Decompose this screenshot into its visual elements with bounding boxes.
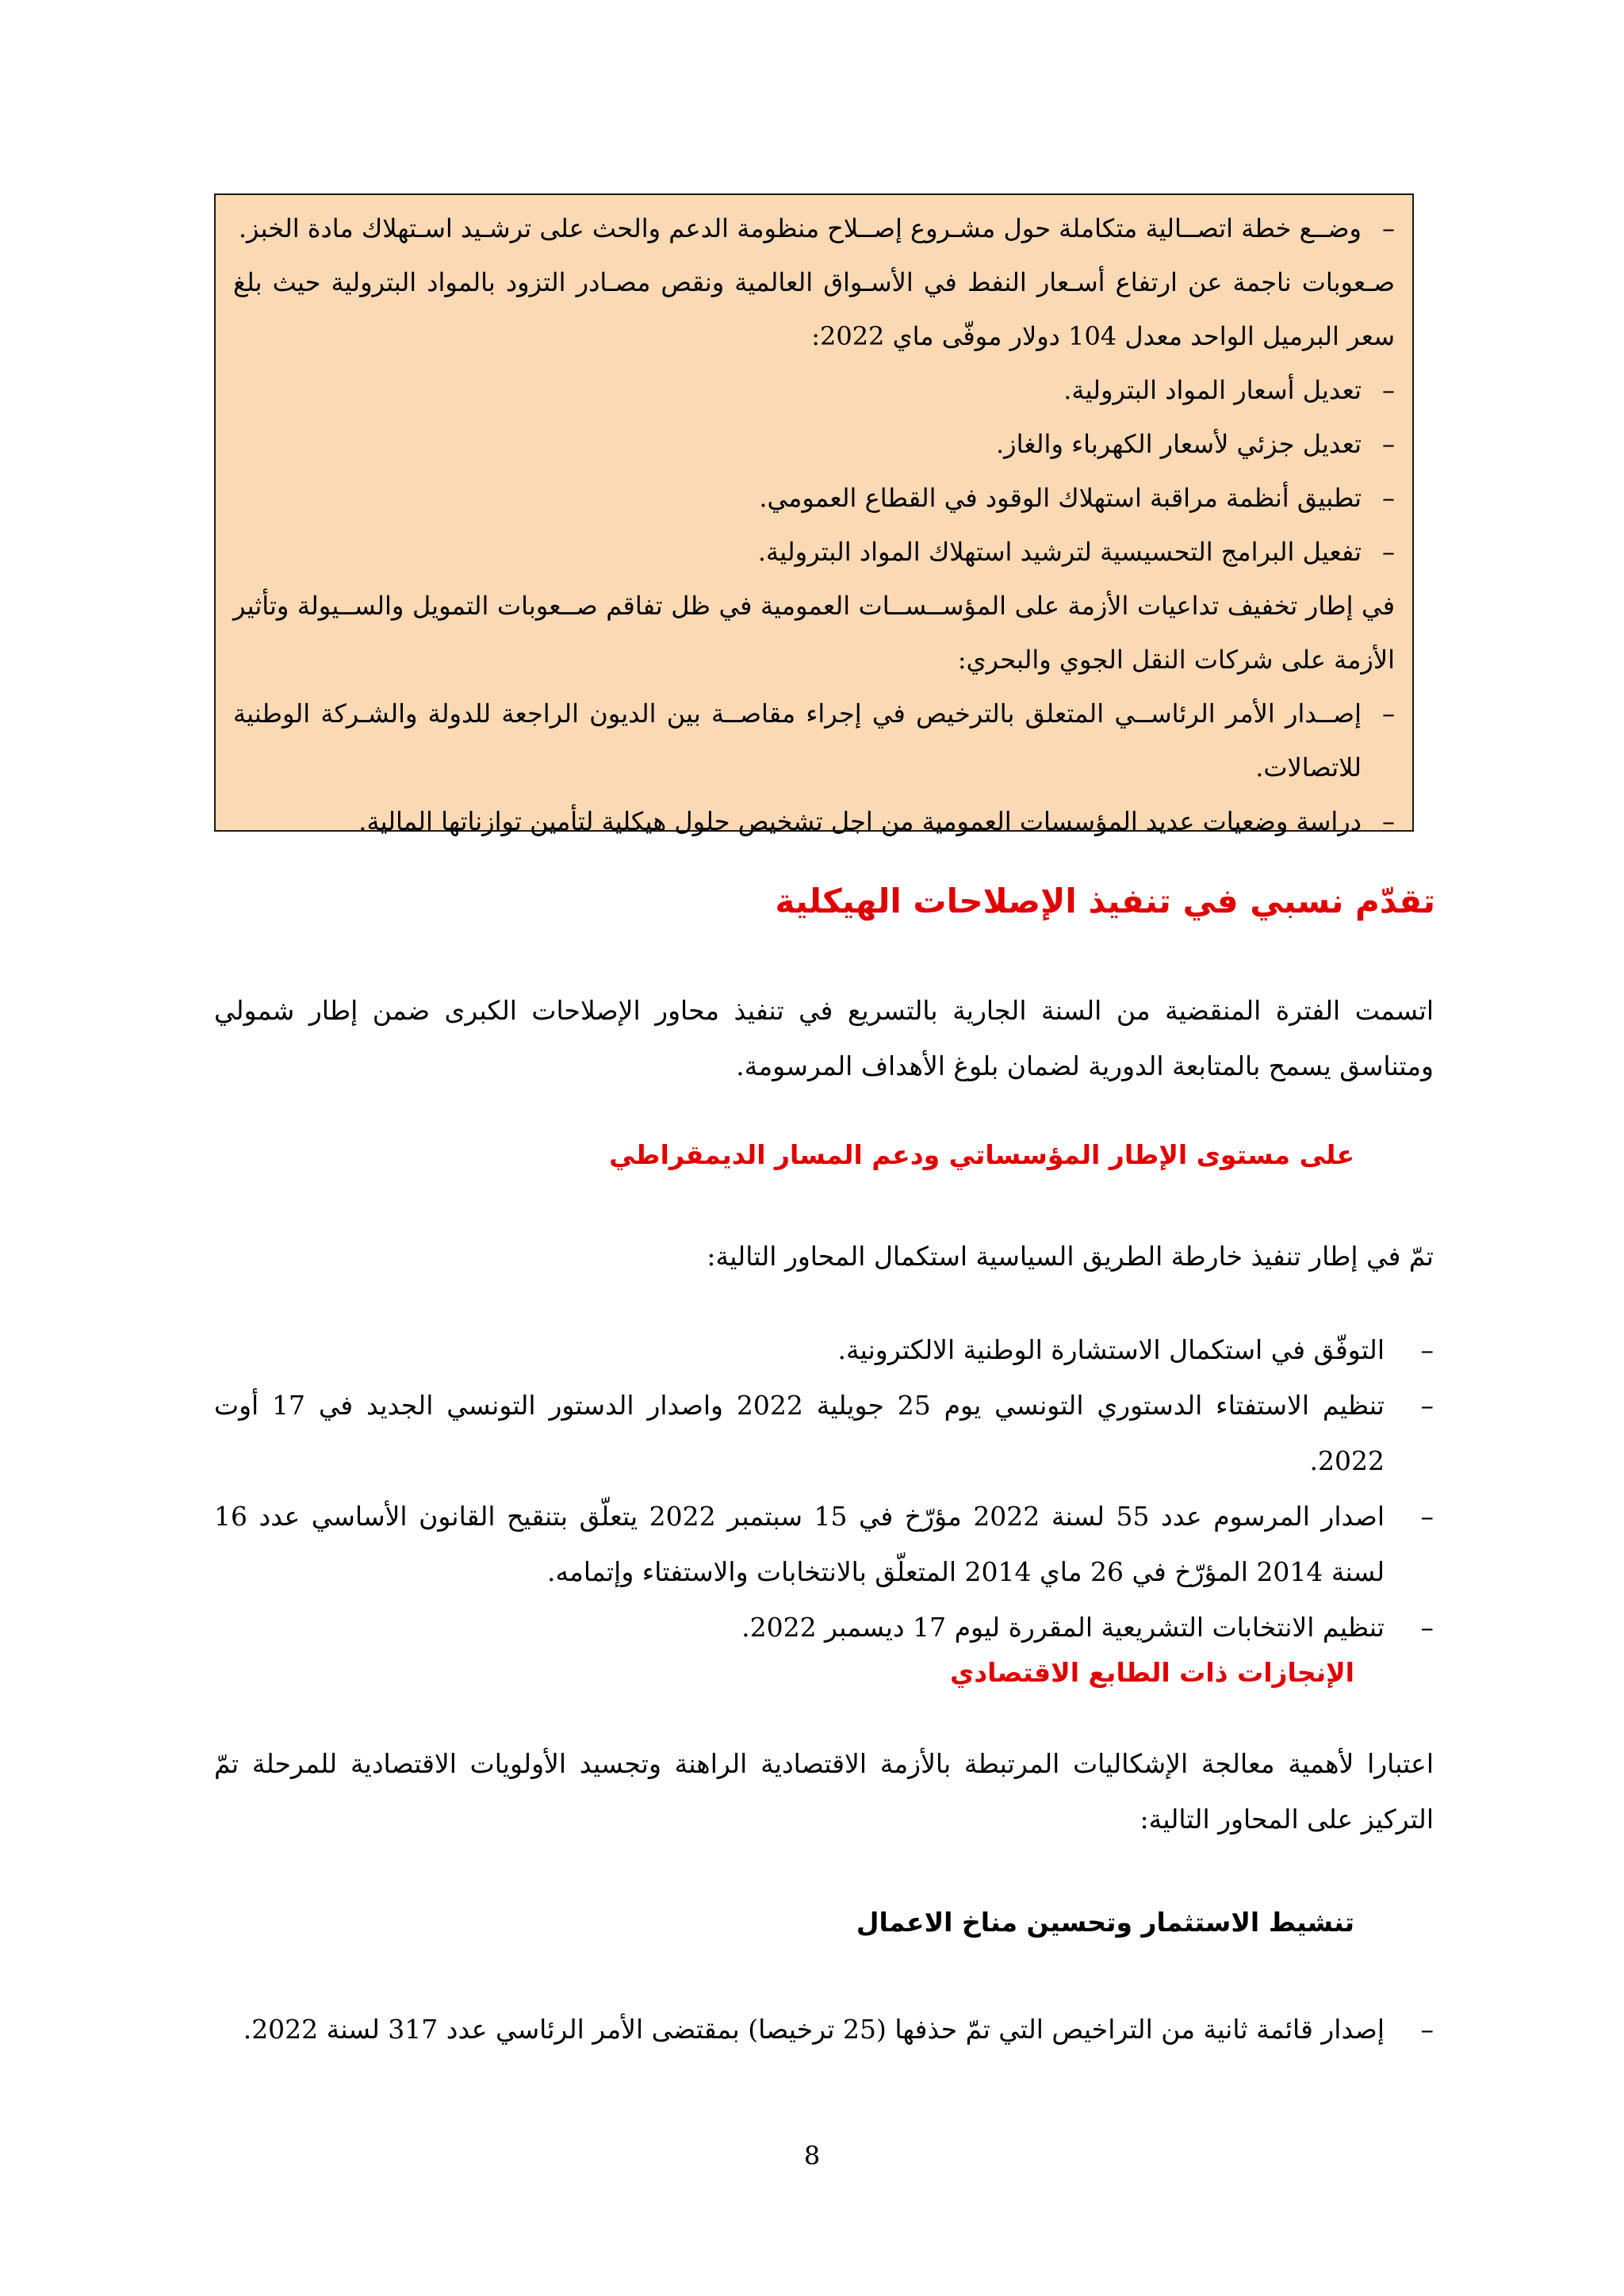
highlighted-box <box>214 193 1414 836</box>
dash-marker: – <box>1420 1334 1434 1365</box>
subsection-heading: تنشيط الاستثمار وتحسين مناخ الاعمال <box>856 1907 1354 1938</box>
box-bullet <box>233 201 1395 255</box>
list-item <box>214 1600 1434 1655</box>
section-paragraph: اتسمت الفترة المنقضية من السنة الجارية بالتسريع في تنفيذ محاور الإصلاحات الكبرى ضمن إطار شمولي ومتناسق يسمح بالمتابعة الدورية لضمان بلوغ الأهداف المرسومة. <box>214 995 1434 1081</box>
subsection-heading: الإنجازات ذات الطابع الاقتصادي <box>949 1657 1354 1688</box>
box-bullet-text: تطبيق أنظمة مراقبة استهلاك الوقود في القطاع العمومي. <box>759 483 1362 513</box>
list-item-text: تنظيم الانتخابات التشريعية المقررة ليوم 17 ديسمبر 2022. <box>741 1612 1385 1643</box>
section-heading: تقدّم نسبي في تنفيذ الإصلاحات الهيكلية <box>775 882 1435 920</box>
dash-marker: – <box>1382 213 1395 243</box>
box-bullet <box>233 471 1395 525</box>
box-bullet <box>233 687 1395 794</box>
bullet-list <box>214 1322 1434 1655</box>
dash-marker: – <box>1382 698 1395 729</box>
dash-marker: – <box>1382 375 1395 405</box>
section-paragraph: تمّ في إطار تنفيذ خارطة الطريق السياسية استكمال المحاور التالية: <box>707 1241 1434 1272</box>
list-item-text: تنظيم الاستفتاء الدستوري التونسي يوم 25 جويلية 2022 واصدار الدستور التونسي الجديد في 17 أوت 2022. <box>214 1390 1385 1476</box>
bullet-list <box>214 2002 1434 2057</box>
box-bullet-text: تفعيل البرامج التحسيسية لترشيد استهلاك المواد البترولية. <box>757 537 1362 567</box>
list-item <box>214 2002 1434 2057</box>
list-item <box>214 1489 1434 1600</box>
dash-marker: – <box>1382 429 1395 459</box>
box-paragraph: في إطار تخفيف تداعيات الأزمة على المؤســســات العمومية في ظل تفاقم صــعوبات التمويل والســيولة وتأثير الأزمة على شركات النقل الجوي والبحري: <box>233 591 1395 675</box>
box-bullet-text: إصــدار الأمر الرئاســي المتعلق بالترخيص في إجراء مقاصــة بين الديون الراجعة للدولة والشـركة الوطنية للاتصالات. <box>233 698 1362 783</box>
box-bullet <box>233 363 1395 417</box>
box-paragraph: صـعوبات ناجمة عن ارتفاع أسـعار النفط في الأسـواق العالمية ونقص مصـادر التزود بالمواد البترولية حيث بلغ سعر البرميل الواحد معدل 104 دولار موفّى ماي 2022: <box>233 267 1396 351</box>
dash-marker: – <box>1420 2014 1434 2045</box>
dash-marker: – <box>1420 1612 1434 1643</box>
list-item <box>214 1378 1434 1489</box>
box-bullet-text: تعديل أسعار المواد البترولية. <box>1063 375 1362 405</box>
page-number: 8 <box>803 2141 821 2171</box>
dash-marker: – <box>1382 537 1395 567</box>
dash-marker: – <box>1420 1501 1434 1532</box>
box-bullet-text: دراسة وضعيات عديد المؤسسات العمومية من اجل تشخيص حلول هيكلية لتأمين توازناتها المالية. <box>358 806 1362 836</box>
box-bullet <box>233 794 1395 848</box>
list-item-text: التوفّق في استكمال الاستشارة الوطنية الالكترونية. <box>837 1334 1385 1365</box>
box-bullet-text: تعديل جزئي لأسعار الكهرباء والغاز. <box>995 429 1362 459</box>
dash-marker: – <box>1382 483 1395 513</box>
box-bullet <box>233 525 1395 579</box>
list-item <box>214 1322 1434 1378</box>
section-paragraph: اعتبارا لأهمية معالجة الإشكاليات المرتبطة بالأزمة الاقتصادية الراهنة وتجسيد الأولويات الاقتصادية للمرحلة تمّ التركيز على المحاور التالية: <box>214 1748 1434 1835</box>
list-item-text: إصدار قائمة ثانية من التراخيص التي تمّ حذفها (25 ترخيصا) بمقتضى الأمر الرئاسي عدد 317 لسنة 2022. <box>243 2014 1385 2045</box>
box-bullet-text: وضــع خطة اتصــالية متكاملة حول مشـروع إصــلاح منظومة الدعم والحث على ترشـيد اسـتهلاك مادة الخبز. <box>238 213 1362 243</box>
subsection-heading: على مستوى الإطار المؤسساتي ودعم المسار الديمقراطي <box>609 1139 1354 1170</box>
box-bullet <box>233 417 1395 471</box>
list-item-text: اصدار المرسوم عدد 55 لسنة 2022 مؤرّخ في 15 سبتمبر 2022 يتعلّق بتنقيح القانون الأساسي عدد 16 لسنة 2014 المؤرّخ في 26 ماي 2014 المتعلّق بالانتخابات والاستفتاء وإتمامه. <box>214 1501 1385 1587</box>
dash-marker: – <box>1382 806 1395 836</box>
dash-marker: – <box>1420 1390 1434 1421</box>
